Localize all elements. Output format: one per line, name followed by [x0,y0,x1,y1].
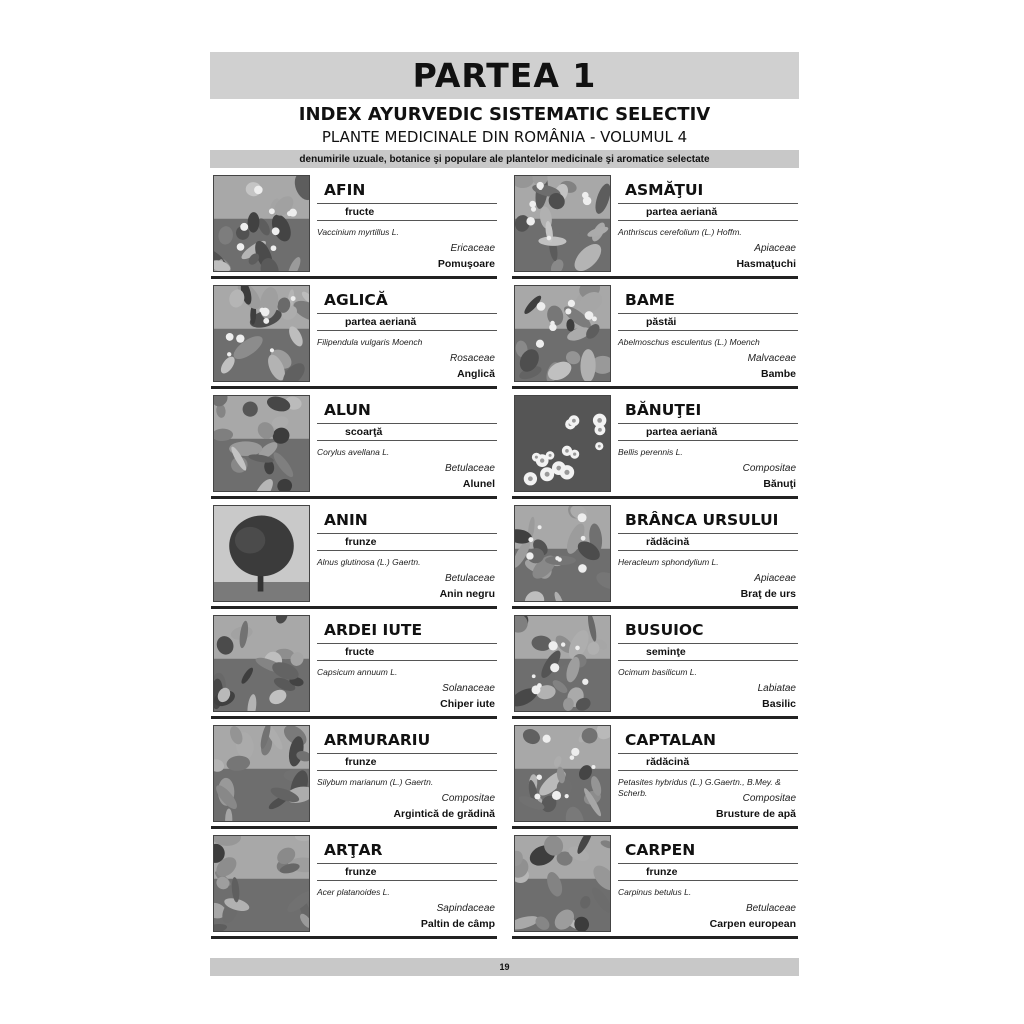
botanical-name: Silybum marianum (L.) Gaertn. [317,777,434,787]
plant-part-row [317,533,497,551]
part-label: PARTEA 1 [412,56,597,95]
popular-name: Bambe [760,368,796,380]
plant-family: Apiaceae [754,573,796,584]
footer-banner [210,958,799,976]
plant-part: partea aeriană [345,316,417,328]
plant-entry [512,725,798,829]
plant-part-row [618,863,798,881]
leaves-photo-icon [213,615,310,712]
plant-part-row [317,313,497,331]
plant-entry [211,175,497,279]
description-banner [210,150,799,168]
botanical-name: Bellis perennis L. [618,447,683,457]
index-subtitle: PLANTE MEDICINALE DIN ROMÂNIA - VOLUMUL 4 [321,128,688,146]
popular-name: Anglică [457,368,495,380]
botanical-name: Filipendula vulgaris Moench [317,337,423,347]
entry-divider [512,276,798,279]
book-page [210,52,799,976]
popular-name: Anin negru [439,588,495,600]
botanical-name: Anthriscus cerefolium (L.) Hoffm. [618,227,742,237]
botanical-name: Alnus glutinosa (L.) Gaertn. [317,557,421,567]
popular-name: Hasmaţuchi [736,258,796,270]
plant-name: AGLICĂ [324,291,388,309]
plant-part-row [618,643,798,661]
entry-divider [211,716,497,719]
botanical-name: Carpinus betulus L. [618,887,692,897]
plant-part-row [618,423,798,441]
popular-name: Pomuşoare [437,258,495,270]
plant-name: BRÂNCA URSULUI [625,511,779,529]
botanical-name: Heracleum sphondylium L. [618,557,719,567]
plant-part: seminţe [646,646,686,658]
popular-name: Basilic [762,698,796,710]
plant-entry [512,505,798,609]
plant-entry [512,285,798,389]
entry-divider [211,936,497,939]
flower-photo-icon [514,285,611,382]
popular-name: Paltin de câmp [420,918,495,930]
entry-divider [512,716,798,719]
plant-name: ARMURARIU [324,731,431,749]
plant-entry [512,175,798,279]
popular-name: Braţ de urs [740,588,796,600]
leaves-photo-icon [514,835,611,932]
plant-name: BUSUIOC [625,621,704,639]
plant-entry [512,835,798,939]
daisy-photo-icon [514,395,611,492]
plant-part: păstăi [646,316,677,328]
plant-family: Betulaceae [444,463,495,474]
plant-name: AFIN [324,181,366,199]
plant-family: Rosaceae [449,353,495,364]
plant-name: CARPEN [625,841,696,859]
plant-name: BAME [625,291,675,309]
entry-divider [211,606,497,609]
entry-divider [512,386,798,389]
plant-part-row [317,203,497,221]
plant-name: ANIN [324,511,368,529]
plant-part: frunze [646,866,678,878]
plant-part: fructe [345,646,375,658]
plant-name: BĂNUŢEI [625,401,702,419]
plant-name: CAPTALAN [625,731,716,749]
plant-part-row [618,313,798,331]
plant-entry [512,395,798,499]
botanical-name: Abelmoschus esculentus (L.) Moench [618,337,760,347]
entry-divider [211,496,497,499]
plant-entry [512,615,798,719]
plant-part-row [618,533,798,551]
popular-name: Carpen european [709,918,796,930]
plant-entry [211,725,497,829]
plant-part: frunze [345,536,377,548]
plant-part: partea aeriană [646,426,718,438]
plant-part: scoarţă [345,426,383,438]
plant-part: rădăcină [646,756,690,768]
leaves-photo-icon [213,725,310,822]
plant-name: ARDEI IUTE [324,621,423,639]
flower-photo-icon [514,175,611,272]
botanical-name: Acer platanoides L. [317,887,390,897]
entry-divider [512,936,798,939]
botanical-name: Vaccinium myrtillus L. [317,227,399,237]
plant-name: ALUN [324,401,371,419]
botanical-name: Corylus avellana L. [317,447,390,457]
botanical-name: Petasites hybridus (L.) G.Gaertn., B.Mey. & Scherb. [618,777,781,798]
plant-family: Malvaceae [747,353,796,364]
index-title: INDEX AYURVEDIC SISTEMATIC SELECTIV [298,104,711,125]
entry-divider [512,496,798,499]
plant-family: Betulaceae [444,573,495,584]
plant-part-row [618,753,798,771]
plant-family: Sapindaceae [436,903,495,914]
popular-name: Bănuţi [763,478,796,490]
plant-family: Solanaceae [442,683,495,694]
plant-family: Betulaceae [745,903,796,914]
entry-divider [211,276,497,279]
plant-family: Compositae [441,793,495,804]
plant-family: Compositae [742,463,796,474]
botanical-name: Capsicum annuum L. [317,667,398,677]
plant-part-row [317,753,497,771]
plant-part-row [317,423,497,441]
popular-name: Alunel [462,478,495,490]
plant-entry [211,285,497,389]
tree-photo-icon [213,505,310,602]
plant-family: Compositae [742,793,796,804]
plant-entry [211,505,497,609]
entry-divider [211,386,497,389]
plant-family: Apiaceae [754,243,796,254]
plant-part: frunze [345,756,377,768]
plant-part-row [618,203,798,221]
plant-family: Labiatae [757,683,796,694]
plant-entry [211,395,497,499]
plant-name: ARŢAR [324,841,383,859]
part-banner [210,52,799,99]
popular-name: Chiper iute [440,698,495,710]
leaves-photo-icon [213,835,310,932]
entry-divider [512,606,798,609]
botanical-name: Ocimum basilicum L. [618,667,697,677]
entry-divider [512,826,798,829]
shrub-photo-icon [213,175,310,272]
plant-name: ASMĂŢUI [625,181,704,199]
plant-family: Ericaceae [450,243,495,254]
plant-part: partea aeriană [646,206,718,218]
entry-divider [211,826,497,829]
popular-name: Brusture de apă [716,808,796,820]
plant-part: fructe [345,206,375,218]
leaves-photo-icon [213,395,310,492]
plant-entry [211,835,497,939]
flower-photo-icon [213,285,310,382]
plant-part-row [317,863,497,881]
flower-photo-icon [514,725,611,822]
plant-part: rădăcină [646,536,690,548]
plant-part: frunze [345,866,377,878]
page-number: 19 [499,962,510,972]
description-text: denumirile uzuale, botanice şi populare ale plantelor medicinale şi aromatice selectate [299,153,710,165]
flower-photo-icon [514,615,611,712]
plant-entry [211,615,497,719]
flower-photo-icon [514,505,611,602]
popular-name: Argintică de grădină [393,808,495,820]
plant-part-row [317,643,497,661]
